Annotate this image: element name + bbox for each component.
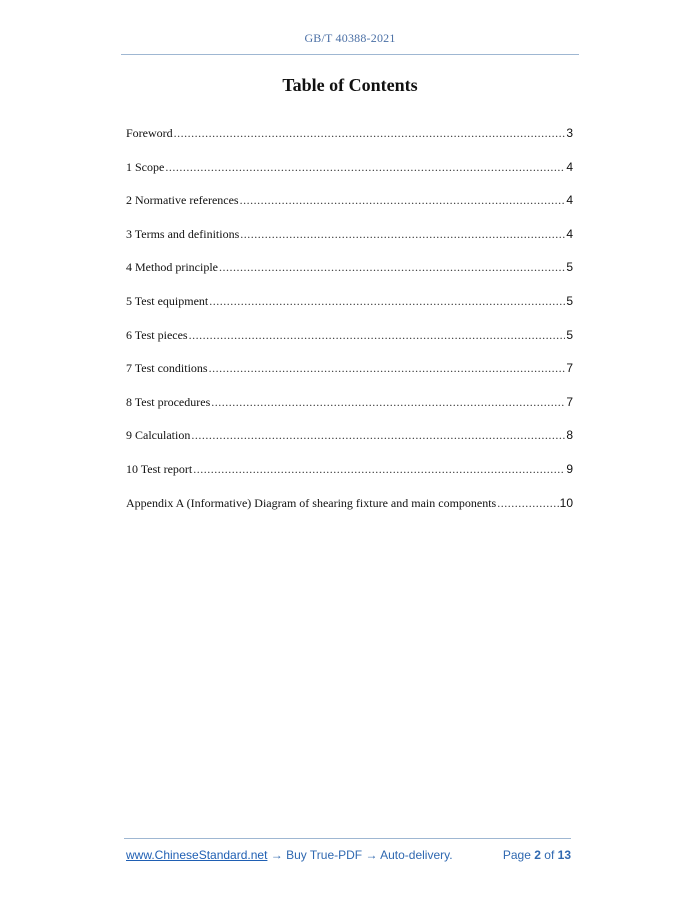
toc-dot-leader <box>191 428 565 443</box>
toc-entry-label: 1 Scope <box>126 159 165 174</box>
toc-dot-leader <box>193 462 565 477</box>
toc-entry-terms-and-definitions[interactable] <box>126 227 573 261</box>
toc-entry-calculation[interactable] <box>126 428 573 462</box>
total-pages-number: 13 <box>557 848 571 862</box>
toc-entry-label: 10 Test report <box>126 461 193 476</box>
toc-entry-label: 3 Terms and definitions <box>126 226 240 241</box>
toc-entry-label: 6 Test pieces <box>126 327 188 342</box>
toc-list <box>126 126 573 529</box>
toc-entry-page: 5 <box>566 260 573 275</box>
toc-entry-test-procedures[interactable] <box>126 395 573 429</box>
page-footer <box>126 848 571 862</box>
toc-dot-leader <box>240 227 565 242</box>
toc-entry-page: 4 <box>566 226 573 241</box>
toc-title: Table of Contents <box>282 75 418 95</box>
toc-entry-page: 10 <box>559 495 573 510</box>
toc-dot-leader <box>174 126 566 141</box>
current-page-number: 2 <box>534 848 541 862</box>
toc-entry-page: 7 <box>566 361 573 376</box>
toc-entry-test-equipment[interactable] <box>126 294 573 328</box>
toc-dot-leader <box>189 328 566 343</box>
toc-dot-leader <box>209 294 565 309</box>
toc-entry-method-principle[interactable] <box>126 260 573 294</box>
toc-dot-leader <box>497 496 558 511</box>
toc-dot-leader <box>165 160 565 175</box>
toc-entry-page: 4 <box>566 159 573 174</box>
toc-dot-leader <box>219 260 565 275</box>
toc-entry-appendix-a[interactable] <box>126 496 573 530</box>
toc-entry-label: Foreword <box>126 126 173 140</box>
toc-dot-leader <box>240 193 566 208</box>
toc-entry-page: 4 <box>566 193 573 208</box>
toc-entry-test-pieces[interactable] <box>126 328 573 362</box>
toc-entry-normative-references[interactable] <box>126 193 573 227</box>
toc-entry-page: 7 <box>566 394 573 409</box>
document-id-header: GB/T 40388-2021 <box>304 31 396 45</box>
toc-entry-label: Appendix A (Informative) Diagram of shearing fixture and main components <box>126 495 497 510</box>
toc-entry-page: 8 <box>566 428 573 443</box>
toc-entry-scope[interactable] <box>126 160 573 194</box>
toc-entry-page: 9 <box>566 461 573 476</box>
toc-entry-foreword[interactable] <box>126 126 573 160</box>
toc-entry-page: 5 <box>566 293 573 308</box>
toc-dot-leader <box>211 395 565 410</box>
toc-entry-test-report[interactable] <box>126 462 573 496</box>
toc-entry-label: 4 Method principle <box>126 260 218 275</box>
page-indicator <box>503 848 571 862</box>
toc-entry-page: 3 <box>566 126 573 140</box>
toc-entry-label: 9 Calculation <box>126 428 191 443</box>
header-divider <box>121 54 579 55</box>
promo-text: → Buy True-PDF → Auto-delivery. <box>267 848 453 862</box>
website-link[interactable]: www.ChineseStandard.net <box>126 848 268 862</box>
page-word: Page <box>502 848 531 862</box>
toc-entry-label: 7 Test conditions <box>126 361 208 376</box>
toc-entry-label: 8 Test procedures <box>126 394 211 409</box>
toc-entry-test-conditions[interactable] <box>126 361 573 395</box>
footer-promo <box>126 848 453 862</box>
footer-divider <box>124 838 571 839</box>
toc-dot-leader <box>209 361 566 376</box>
of-word: of <box>544 848 555 862</box>
toc-entry-label: 2 Normative references <box>126 193 239 208</box>
toc-entry-page: 5 <box>566 327 573 342</box>
toc-entry-label: 5 Test equipment <box>126 293 209 308</box>
